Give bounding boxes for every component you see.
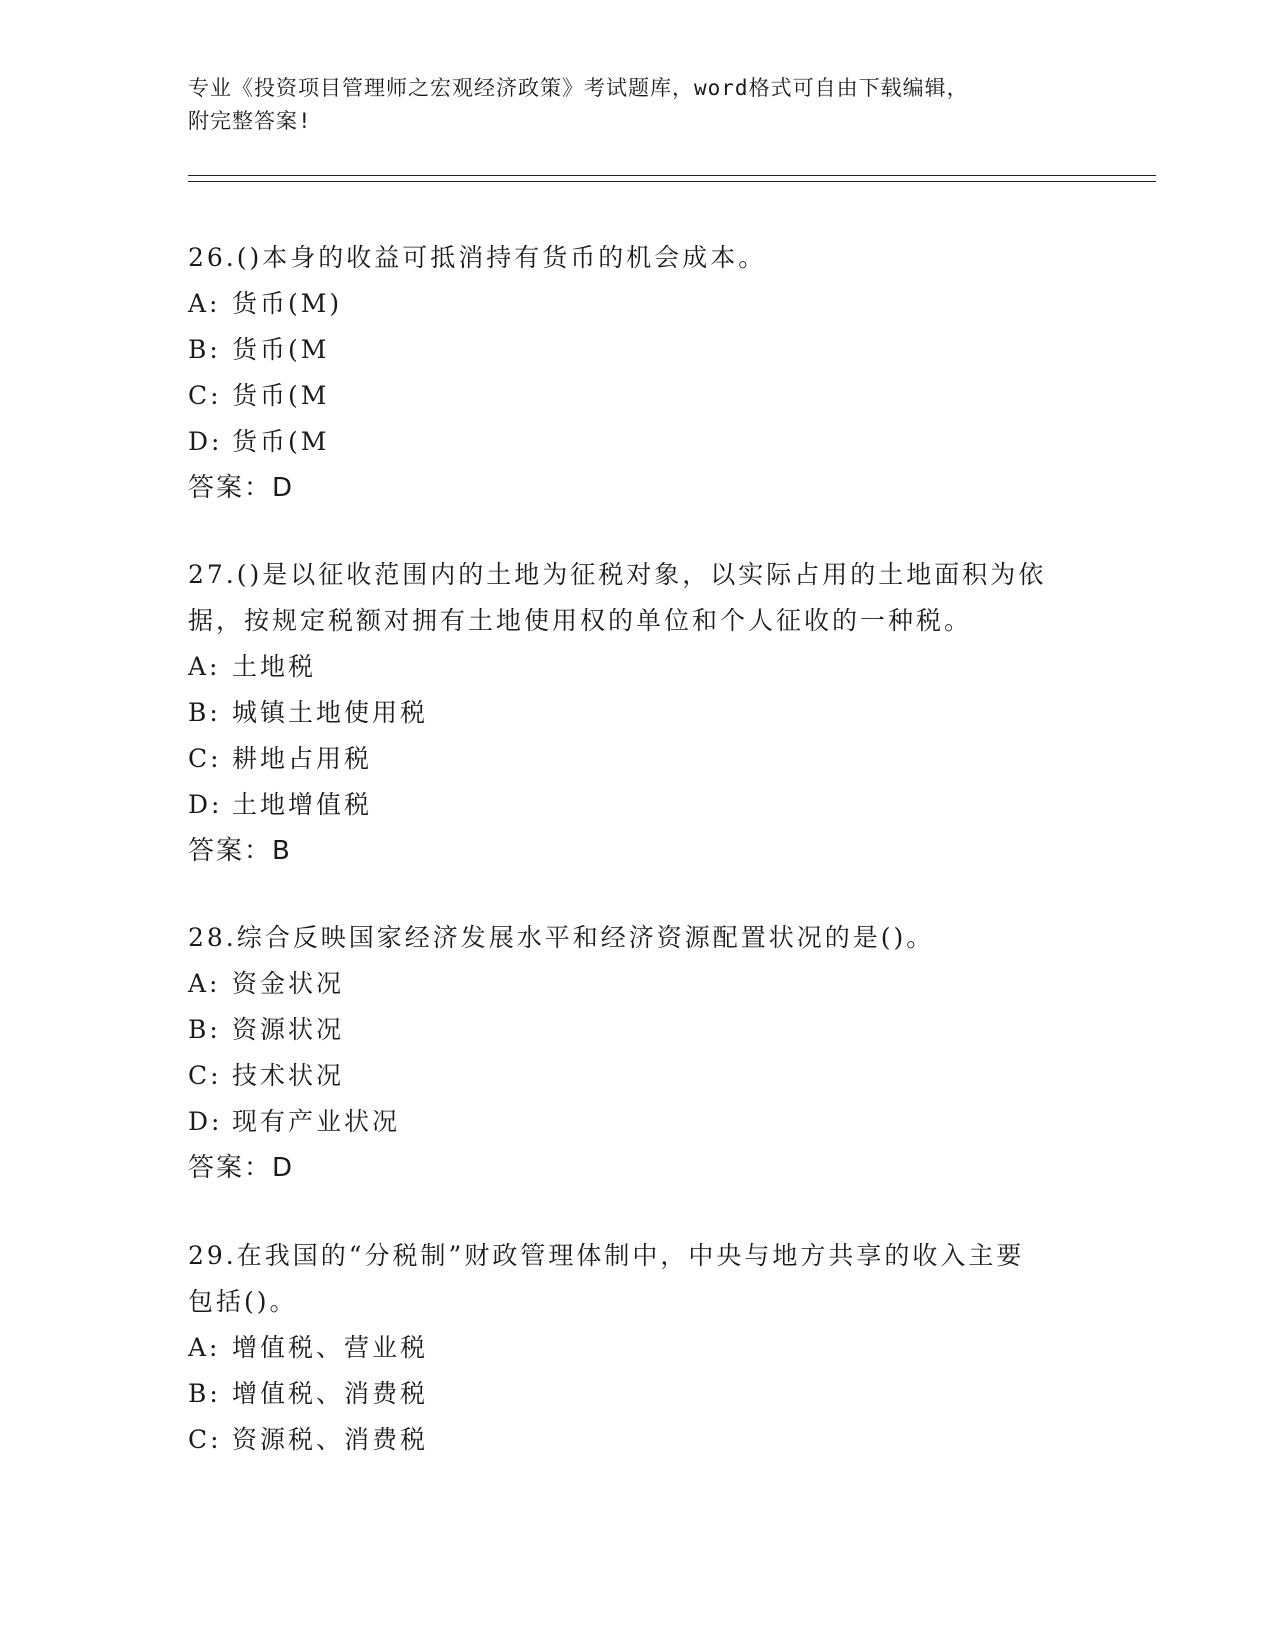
option-letter: C: [188,1425,222,1454]
question-stem-line-2: 据，按规定税额对拥有土地使用权的单位和个人征收的一种税。 [188,606,973,635]
option-text: 耕地占用税 [232,744,373,773]
option-letter: D: [188,427,223,456]
option-text: 增值税、营业税 [232,1333,429,1362]
option-a [188,644,1088,690]
option-text: 土地增值税 [232,790,373,819]
question-29 [188,1233,1088,1463]
option-letter: B: [188,698,221,727]
answer-text: 答案：D [188,1153,295,1183]
option-letter: C: [188,744,222,773]
option-b [188,1007,1088,1053]
question-stem-line-1: 29.在我国的“分税制”财政管理体制中，中央与地方共享的收入主要 [188,1241,1025,1270]
option-letter: B: [188,1379,221,1408]
option-d [188,419,1088,465]
question-28 [188,915,1088,1191]
header-divider-bottom [188,181,1156,182]
option-letter: C: [188,1061,222,1090]
question-26 [188,235,1088,511]
answer-text: 答案：D [188,473,295,503]
option-b [188,690,1088,736]
option-c [188,736,1088,782]
option-letter: A: [188,289,221,318]
option-letter: B: [188,335,221,364]
header-divider-top [188,175,1156,176]
option-letter: A: [188,969,221,998]
question-stem: 26.()本身的收益可抵消持有货币的机会成本。 [188,243,767,272]
header-line-1: 专业《投资项目管理师之宏观经济政策》考试题库，word格式可自由下载编辑， [188,76,969,100]
option-letter: A: [188,652,221,681]
option-c [188,373,1088,419]
option-text: 技术状况 [232,1061,345,1090]
option-text: 货币(M [232,335,330,364]
question-stem-line-2: 包括()。 [188,1287,298,1316]
option-text: 资源税、消费税 [232,1425,429,1454]
option-c [188,1417,1088,1463]
option-b [188,327,1088,373]
option-d [188,1099,1088,1145]
header-line-2: 附完整答案! [188,109,312,133]
option-text: 货币(M [232,427,330,456]
option-d [188,782,1088,828]
option-text: 增值税、消费税 [232,1379,429,1408]
option-text: 货币(M [232,381,330,410]
option-text: 土地税 [232,652,317,681]
option-letter: C: [188,381,222,410]
question-stem: 28.综合反映国家经济发展水平和经济资源配置状况的是()。 [188,923,935,952]
option-a [188,961,1088,1007]
option-c [188,1053,1088,1099]
question-27 [188,552,1088,874]
option-text: 货币(M) [232,289,343,318]
document-header [188,72,1068,138]
option-b [188,1371,1088,1417]
option-letter: A: [188,1333,221,1362]
option-text: 资源状况 [232,1015,345,1044]
option-a [188,1325,1088,1371]
answer-text: 答案：B [188,836,292,866]
option-text: 现有产业状况 [232,1107,401,1136]
option-letter: D: [188,790,223,819]
option-a [188,281,1088,327]
option-text: 城镇土地使用税 [232,698,429,727]
question-stem-line-1: 27.()是以征收范围内的土地为征税对象，以实际占用的土地面积为依 [188,560,1047,589]
option-text: 资金状况 [232,969,345,998]
option-letter: D: [188,1107,223,1136]
option-letter: B: [188,1015,221,1044]
